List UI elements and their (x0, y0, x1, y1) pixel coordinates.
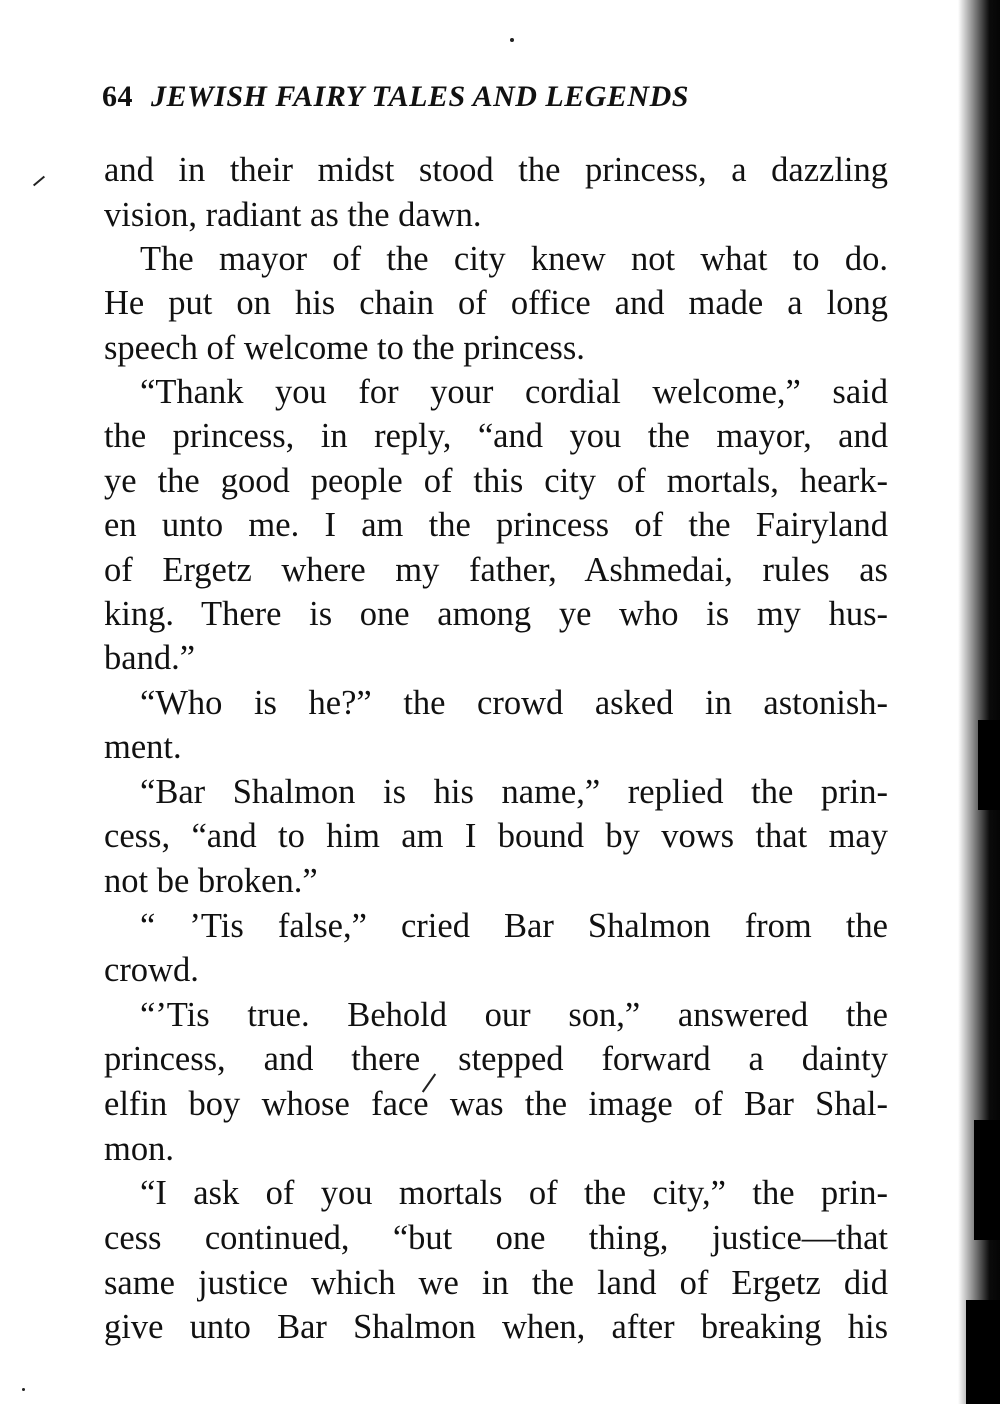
text-line: give unto Bar Shalmon when, after breaking his (104, 1308, 888, 1346)
ink-dot (510, 38, 514, 42)
stray-pen-mark (33, 176, 45, 187)
text-line: the princess, in reply, “and you the mayor, and (104, 417, 888, 455)
text-line: “ ’Tis false,” cried Bar Shalmon from the (140, 907, 888, 945)
text-line: speech of welcome to the princess. (104, 329, 585, 367)
edge-shadow (978, 720, 1000, 810)
text-line: elfin boy whose face was the image of Bar Shal- (104, 1085, 888, 1123)
ink-dot (22, 1388, 25, 1391)
text-line: He put on his chain of office and made a long (104, 284, 888, 322)
text-line: “I ask of you mortals of the city,” the prin- (140, 1174, 888, 1212)
text-line: mon. (104, 1130, 174, 1168)
text-line: crowd. (104, 951, 199, 989)
text-line: ment. (104, 728, 182, 766)
text-line: not be broken.” (104, 862, 318, 900)
text-line: cess, “and to him am I bound by vows that may (104, 817, 888, 855)
text-line: “’Tis true. Behold our son,” answered the (140, 996, 888, 1034)
text-line: “Who is he?” the crowd asked in astonish- (140, 684, 888, 722)
edge-shadow (966, 1300, 1000, 1404)
text-line: king. There is one among ye who is my hus- (104, 595, 888, 633)
edge-shadow (974, 1120, 1000, 1240)
text-line: princess, and there stepped forward a dainty (104, 1040, 888, 1078)
text-line: vision, radiant as the dawn. (104, 196, 482, 234)
text-line: same justice which we in the land of Ergetz did (104, 1264, 888, 1302)
text-line: The mayor of the city knew not what to do. (140, 240, 888, 278)
text-line: “Thank you for your cordial welcome,” said (140, 373, 888, 411)
text-line: of Ergetz where my father, Ashmedai, rules as (104, 551, 888, 589)
text-line: en unto me. I am the princess of the Fairyland (104, 506, 888, 544)
running-header (102, 80, 892, 120)
text-line: band.” (104, 639, 196, 677)
page-number: 64 (102, 80, 133, 113)
text-line: and in their midst stood the princess, a dazzling (104, 151, 888, 189)
running-title: JEWISH FAIRY TALES AND LEGENDS (151, 80, 689, 113)
text-line: “Bar Shalmon is his name,” replied the prin- (140, 773, 888, 811)
text-line: cess continued, “but one thing, justice—that (104, 1219, 888, 1257)
text-line: ye the good people of this city of mortals, heark- (104, 462, 888, 500)
